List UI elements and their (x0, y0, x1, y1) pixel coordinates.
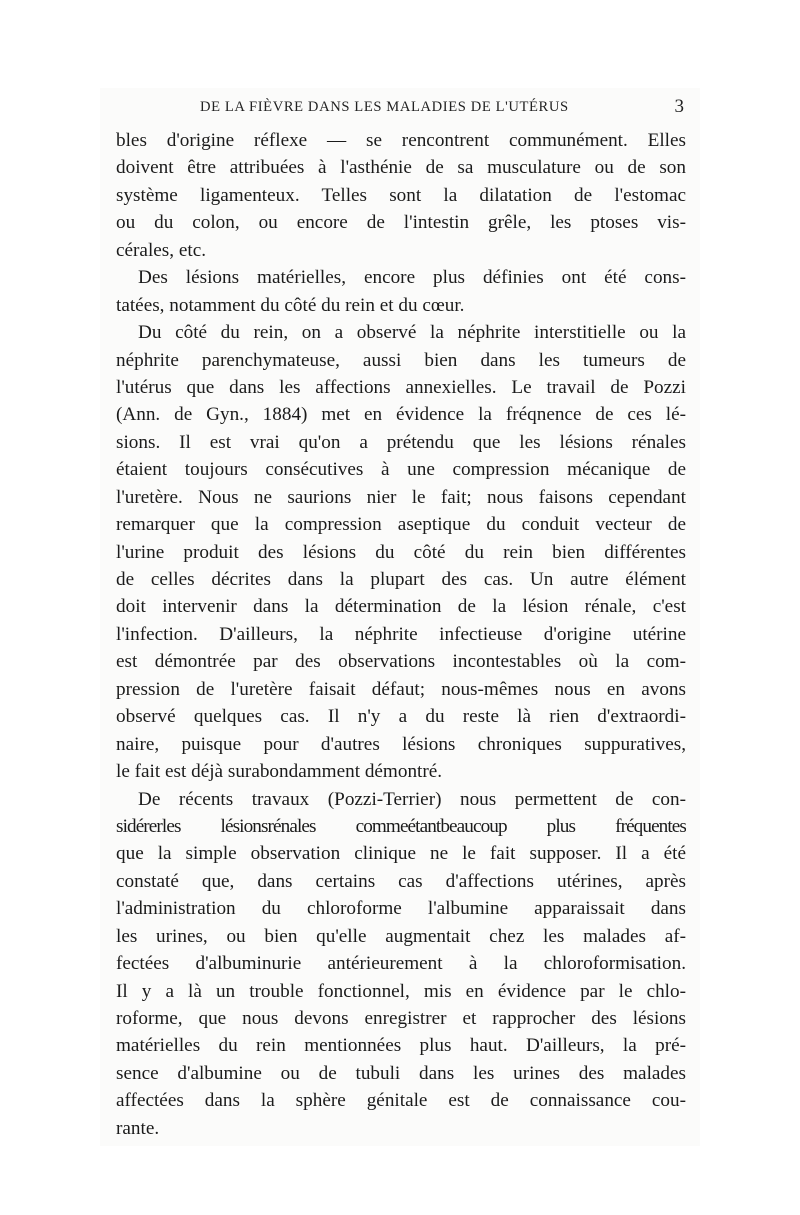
text-line: ou du colon, ou encore de l'intestin grêle, les ptoses vis- (116, 212, 686, 234)
text-line: néphrite parenchymateuse, aussi bien dans les tumeurs de (116, 349, 686, 371)
text-line: observé quelques cas. Il n'y a du reste là rien d'extraordi- (116, 706, 686, 728)
body-text (116, 127, 686, 1142)
text-line: sions. Il est vrai qu'on a prétendu que les lésions rénales (116, 431, 686, 453)
text-line: cérales, etc. (116, 239, 207, 261)
text-line: doit intervenir dans la détermination de la lésion rénale, c'est (116, 596, 686, 618)
text-line: pression de l'uretère faisait défaut; nous-mêmes nous en avons (116, 678, 686, 700)
text-line: le fait est déjà surabondamment démontré. (116, 761, 443, 783)
text-line: affectées dans la sphère génitale est de connaissance cou- (116, 1090, 686, 1112)
text-line: sidérerles lésionsrénales commeétantbeaucoup plus fréquentes (116, 815, 686, 837)
text-line: doivent être attribuées à l'asthénie de sa musculature ou de son (116, 157, 686, 179)
text-line: est démontrée par des observations incontestables où la com- (116, 651, 686, 673)
text-line: Du côté du rein, on a observé la néphrite interstitielle ou la (138, 322, 686, 344)
text-line: l'infection. D'ailleurs, la néphrite infectieuse d'origine utérine (116, 623, 686, 645)
text-line: roforme, que nous devons enregistrer et rapprocher des lésions (116, 1008, 686, 1029)
text-line: système ligamenteux. Telles sont la dilatation de l'estomac (116, 184, 686, 206)
text-line: Des lésions matérielles, encore plus définies ont été cons- (138, 267, 686, 289)
text-line: bles d'origine réflexe — se rencontrent communément. Elles (116, 130, 686, 151)
text-line: fectées d'albuminurie antérieurement à la chloroformisation. (116, 953, 686, 975)
text-line: l'urine produit des lésions du côté du rein bien différentes (116, 541, 686, 563)
text-line: l'administration du chloroforme l'albumine apparaissait dans (116, 898, 686, 920)
text-line: de celles décrites dans la plupart des cas. Un autre élément (116, 569, 686, 590)
text-line: De récents travaux (Pozzi-Terrier) nous permettent de con- (138, 788, 686, 810)
text-line: les urines, ou bien qu'elle augmentait chez les malades af- (116, 925, 686, 947)
text-line: l'uretère. Nous ne saurions nier le fait; nous faisons cependant (116, 486, 686, 508)
text-line: constaté que, dans certains cas d'affections utérines, après (116, 870, 686, 892)
text-line: Il y a là un trouble fonctionnel, mis en évidence par le chlo- (116, 980, 686, 1002)
text-line: étaient toujours consécutives à une compression mécanique de (116, 459, 686, 481)
text-line: matérielles du rein mentionnées plus haut. D'ailleurs, la pré- (116, 1035, 686, 1057)
text-line: rante. (116, 1117, 160, 1139)
page-number: 3 (674, 96, 684, 117)
text-line: tatées, notamment du côté du rein et du cœur. (116, 294, 465, 316)
text-line: que la simple observation clinique ne le fait supposer. Il a été (116, 843, 686, 865)
text-line: sence d'albumine ou de tubuli dans les urines des malades (116, 1062, 686, 1084)
text-line: l'utérus que dans les affections annexielles. Le travail de Pozzi (116, 376, 686, 398)
text-line: remarquer que la compression aseptique du conduit vecteur de (116, 514, 686, 536)
text-line: (Ann. de Gyn., 1884) met en évidence la fréqnence de ces lé- (116, 404, 686, 426)
running-head (110, 96, 690, 125)
text-line: naire, puisque pour d'autres lésions chroniques suppuratives, (116, 733, 686, 755)
running-title: DE LA FIÈVRE DANS LES MALADIES DE L'UTÉRUS (200, 99, 569, 115)
